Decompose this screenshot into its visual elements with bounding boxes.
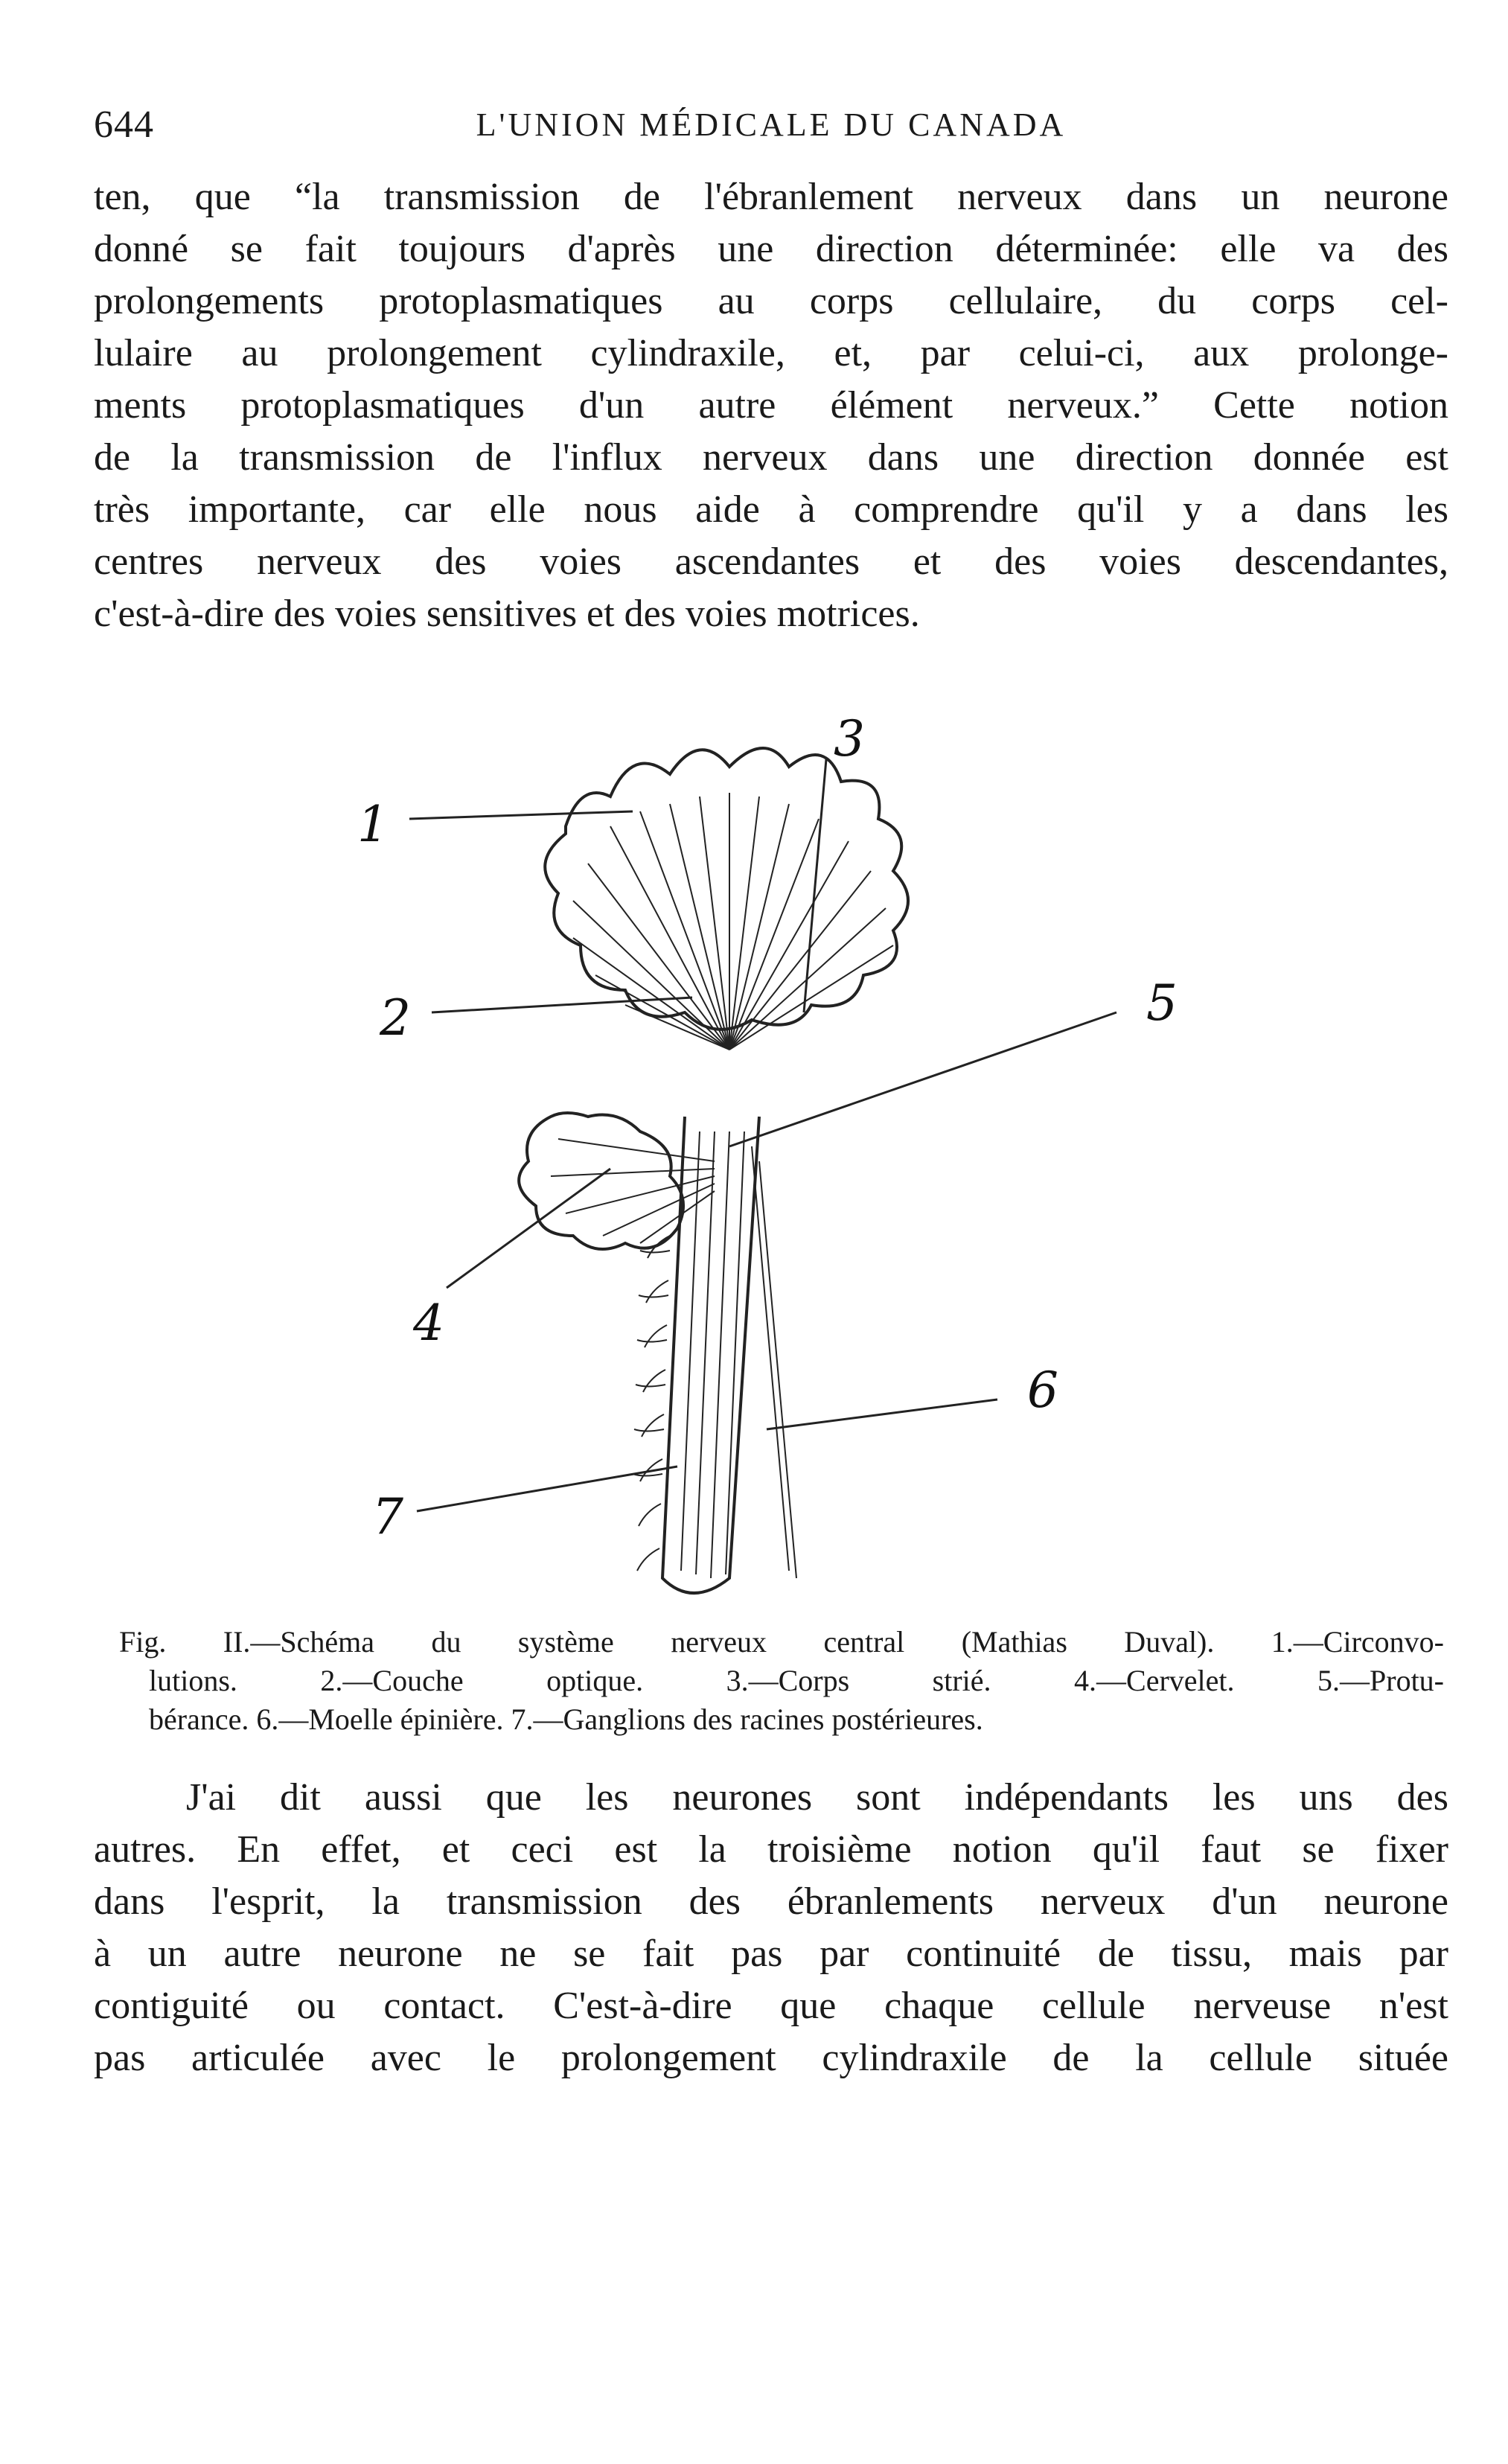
callout-label-2: 2	[380, 989, 411, 1047]
leader-5	[729, 1012, 1116, 1146]
callout-leaders	[409, 759, 1116, 1511]
text-line: c'est-à-dire des voies sensitives et des voies motrices.	[94, 593, 920, 635]
text-line: prolongements protoplasmatiques au corps cellulaire, du corps cel-	[94, 280, 1448, 322]
page-number: 644	[94, 103, 154, 146]
text-line: J'ai dit aussi que les neurones sont indépendants les uns des	[186, 1776, 1448, 1819]
text-line: pas articulée avec le prolongement cylindraxile de la cellule située	[94, 2037, 1448, 2079]
convolutions-outline	[545, 748, 908, 1030]
page-header	[94, 103, 1448, 155]
leader-6	[767, 1399, 997, 1429]
cerebellum-fibers	[551, 1139, 715, 1243]
text-line: donné se fait toujours d'après une direction déterminée: elle va des	[94, 228, 1448, 270]
text-line: contiguité ou contact. C'est-à-dire que chaque cellule nerveuse n'est	[94, 1985, 1448, 2027]
caption-line: lutions. 2.—Couche optique. 3.—Corps strié. 4.—Cervelet. 5.—Protu-	[149, 1664, 1444, 1697]
text-line: à un autre neurone ne se fait pas par continuité de tissu, mais par	[94, 1932, 1448, 1975]
text-line: centres nerveux des voies ascendantes et des voies descendantes,	[94, 540, 1448, 583]
running-head: L'UNION MÉDICALE DU CANADA	[476, 106, 1067, 143]
leader-4	[447, 1169, 610, 1288]
figure-caption	[119, 1623, 1444, 1739]
text-line: autres. En effet, et ceci est la troisième notion qu'il faut se fixer	[94, 1828, 1448, 1871]
callout-label-5: 5	[1146, 974, 1178, 1032]
leader-7	[417, 1466, 677, 1511]
callout-label-4: 4	[413, 1295, 444, 1352]
callout-label-3: 3	[834, 710, 865, 767]
callout-label-1: 1	[357, 796, 389, 853]
cerebellum-outline	[519, 1113, 683, 1249]
text-line: lulaire au prolongement cylindraxile, et, par celui-ci, aux prolonge-	[94, 332, 1448, 374]
text-line: de la transmission de l'influx nerveux dans une direction donnée est	[94, 436, 1448, 479]
text-line: dans l'esprit, la transmission des ébranlements nerveux d'un neurone	[94, 1880, 1448, 1923]
text-line: ten, que “la transmission de l'ébranlement nerveux dans un neurone	[94, 176, 1448, 218]
paragraph-1	[94, 171, 1448, 640]
paragraph-2	[94, 1772, 1448, 2084]
text-line: très importante, car elle nous aide à comprendre qu'il y a dans les	[94, 488, 1448, 531]
leader-2	[432, 998, 692, 1012]
nervous-system-diagram	[313, 700, 1236, 1615]
caption-line: Fig. II.—Schéma du système nerveux central (Mathias Duval). 1.—Circonvo-	[119, 1625, 1444, 1659]
fan-fibers	[573, 793, 893, 1050]
callout-label-6: 6	[1027, 1362, 1058, 1419]
nervous-system-figure	[313, 700, 1236, 1615]
text-line: ments protoplasmatiques d'un autre élément nerveux.” Cette notion	[94, 384, 1448, 427]
caption-line: bérance. 6.—Moelle épinière. 7.—Ganglions des racines postérieures.	[149, 1702, 983, 1736]
leader-1	[409, 811, 633, 819]
callout-label-7: 7	[372, 1488, 403, 1545]
spinal-cord-outline	[662, 1117, 759, 1593]
spinal-cord-fibers	[681, 1132, 796, 1578]
